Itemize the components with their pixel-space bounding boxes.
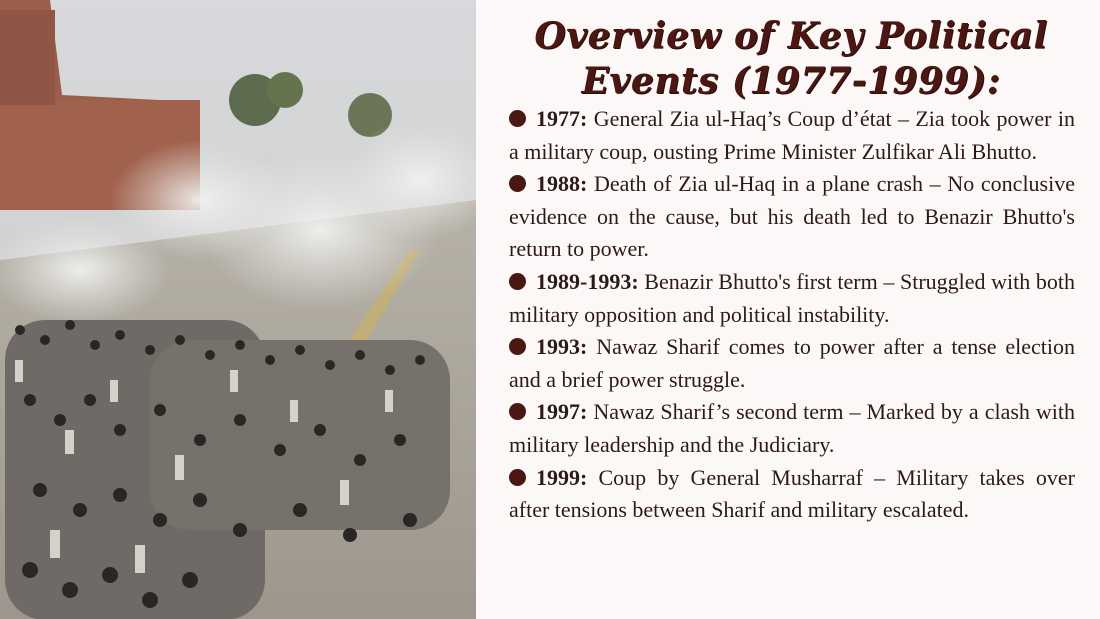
event-item bbox=[509, 103, 1075, 168]
event-text: Benazir Bhutto's first term – Struggled with both military opposition and political instability. bbox=[509, 268, 1076, 327]
events-panel bbox=[476, 0, 1100, 619]
event-year: 1977: bbox=[536, 106, 588, 131]
event-year: 1999: bbox=[536, 464, 588, 490]
bullet-icon bbox=[509, 273, 526, 290]
event-item bbox=[509, 331, 1075, 396]
bullet-icon bbox=[509, 338, 526, 355]
bullet-icon bbox=[509, 175, 526, 192]
event-text: Coup by General Musharraf – Military takes over after tensions between Sharif and military escalated. bbox=[509, 464, 1075, 523]
title-line-2: Events (1977-1999): bbox=[581, 60, 1001, 102]
event-item bbox=[509, 462, 1075, 527]
event-item bbox=[509, 266, 1075, 331]
event-year: 1993: bbox=[536, 334, 588, 360]
event-year: 1989-1993: bbox=[536, 268, 639, 294]
event-text: Nawaz Sharif’s second term – Marked by a clash with military leadership and the Judiciary. bbox=[509, 399, 1076, 457]
bullet-icon bbox=[509, 110, 526, 127]
title-line-1: Overview of Key Political bbox=[534, 15, 1048, 57]
event-item bbox=[509, 396, 1075, 461]
bullet-icon bbox=[509, 403, 526, 420]
event-year: 1988: bbox=[536, 171, 588, 197]
event-year: 1997: bbox=[536, 399, 588, 425]
event-text: General Zia ul-Haq’s Coup d’état – Zia took power in a military coup, ousting Prime Minister Zulfikar Ali Bhutto. bbox=[509, 106, 1075, 164]
page-title bbox=[496, 14, 1086, 104]
bullet-icon bbox=[509, 469, 526, 486]
event-item bbox=[509, 168, 1075, 266]
photo-illustration bbox=[0, 0, 476, 619]
event-text: Death of Zia ul-Haq in a plane crash – No conclusive evidence on the cause, but his death led to Benazir Bhutto's return to power. bbox=[509, 171, 1075, 262]
event-text: Nawaz Sharif comes to power after a tense election and a brief power struggle. bbox=[509, 334, 1075, 392]
events-list bbox=[509, 103, 1075, 527]
protest-crowd-photo bbox=[0, 0, 476, 619]
